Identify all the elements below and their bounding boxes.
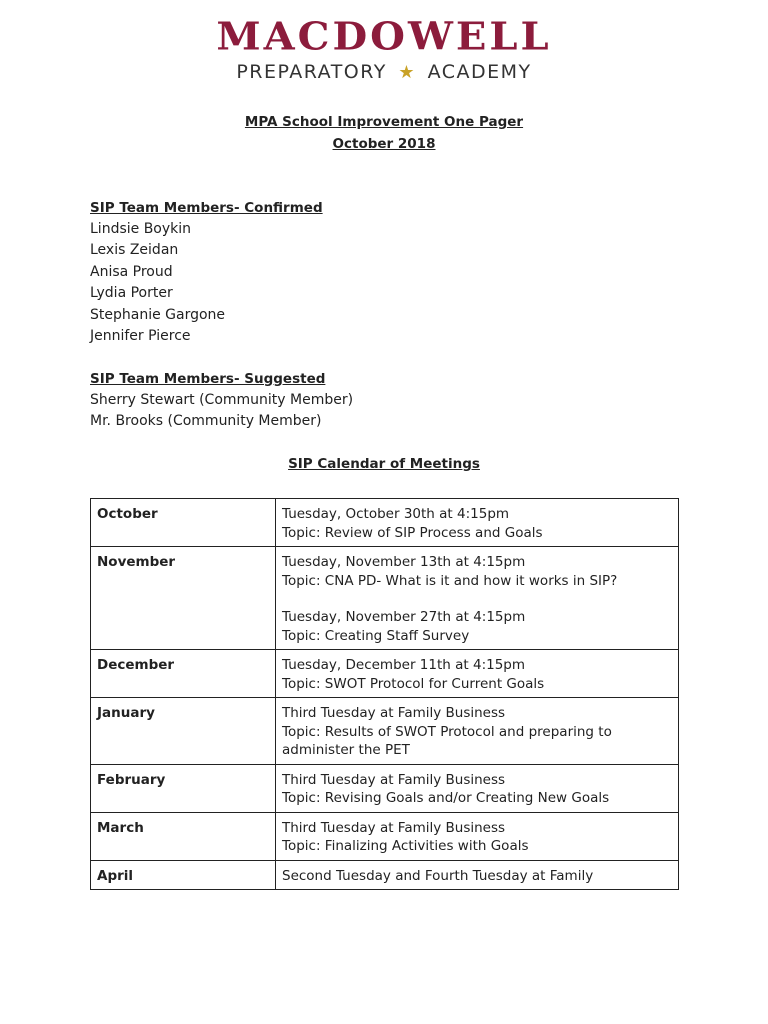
line-spacer bbox=[282, 590, 672, 608]
suggested-members-heading: SIP Team Members- Suggested bbox=[90, 371, 326, 387]
meetings-table-body bbox=[91, 499, 679, 890]
list-item: Lydia Porter bbox=[90, 285, 173, 302]
meeting-detail-line: Topic: Creating Staff Survey bbox=[282, 627, 470, 644]
meeting-detail-line: Topic: Review of SIP Process and Goals bbox=[282, 524, 543, 541]
meeting-detail-line: Topic: Results of SWOT Protocol and preparing to bbox=[282, 723, 612, 740]
meeting-detail-line: Tuesday, October 30th at 4:15pm bbox=[282, 506, 510, 522]
logo-subtitle-right: ACADEMY bbox=[427, 61, 532, 83]
meeting-month: October bbox=[91, 499, 276, 547]
table-row bbox=[91, 812, 679, 860]
table-row bbox=[91, 499, 679, 547]
table-row bbox=[91, 547, 679, 650]
logo-subtitle bbox=[0, 60, 768, 85]
meeting-details bbox=[276, 764, 679, 812]
list-item: Lindsie Boykin bbox=[90, 221, 192, 237]
meeting-detail-line: administer the PET bbox=[282, 742, 410, 758]
document-title: MPA School Improvement One Pager bbox=[244, 114, 524, 130]
meeting-details bbox=[276, 650, 679, 698]
meeting-detail-line: Tuesday, November 27th at 4:15pm bbox=[282, 609, 526, 625]
meeting-detail-line: Topic: CNA PD- What is it and how it works in SIP? bbox=[282, 572, 618, 589]
meetings-table bbox=[90, 498, 679, 890]
meeting-detail-line: Third Tuesday at Family Business bbox=[282, 705, 506, 721]
meeting-detail-line: Topic: Finalizing Activities with Goals bbox=[282, 838, 529, 854]
meeting-detail-line: Topic: SWOT Protocol for Current Goals bbox=[282, 675, 545, 692]
meeting-detail-line: Topic: Revising Goals and/or Creating New Goals bbox=[282, 790, 610, 806]
document-date: October 2018 bbox=[332, 136, 436, 152]
list-item: Sherry Stewart (Community Member) bbox=[90, 392, 354, 408]
calendar-heading: SIP Calendar of Meetings bbox=[288, 456, 480, 472]
table-row bbox=[91, 698, 679, 765]
list-item: Lexis Zeidan bbox=[90, 242, 179, 259]
logo-subtitle-left: PREPARATORY bbox=[236, 61, 387, 83]
school-logo bbox=[0, 14, 768, 85]
list-item: Jennifer Pierce bbox=[90, 328, 191, 345]
meeting-details bbox=[276, 499, 679, 547]
meeting-detail-line: Tuesday, December 11th at 4:15pm bbox=[282, 657, 526, 673]
meeting-month: February bbox=[91, 764, 276, 812]
meeting-detail-line: Second Tuesday and Fourth Tuesday at Family bbox=[282, 867, 594, 884]
table-row bbox=[91, 764, 679, 812]
meeting-details bbox=[276, 547, 679, 650]
meeting-detail-line: Third Tuesday at Family Business bbox=[282, 771, 506, 788]
star-icon: ★ bbox=[398, 62, 417, 83]
confirmed-members-list bbox=[90, 219, 225, 347]
meeting-month: March bbox=[91, 812, 276, 860]
meeting-month: January bbox=[91, 698, 276, 765]
meeting-details bbox=[276, 812, 679, 860]
meeting-detail-line: Tuesday, November 13th at 4:15pm bbox=[282, 554, 526, 570]
table-row bbox=[91, 650, 679, 698]
logo-name: MACDOWELL bbox=[216, 14, 552, 59]
list-item: Stephanie Gargone bbox=[90, 306, 226, 323]
meeting-details bbox=[276, 860, 679, 890]
meeting-month: December bbox=[91, 650, 276, 698]
meeting-detail-line: Third Tuesday at Family Business bbox=[282, 819, 506, 836]
confirmed-members-heading: SIP Team Members- Confirmed bbox=[90, 200, 323, 216]
meeting-month: April bbox=[91, 860, 276, 890]
list-item: Mr. Brooks (Community Member) bbox=[90, 413, 322, 430]
meeting-month: November bbox=[91, 547, 276, 650]
suggested-members-list bbox=[90, 390, 353, 433]
list-item: Anisa Proud bbox=[90, 263, 173, 280]
table-row bbox=[91, 860, 679, 890]
meeting-details bbox=[276, 698, 679, 765]
